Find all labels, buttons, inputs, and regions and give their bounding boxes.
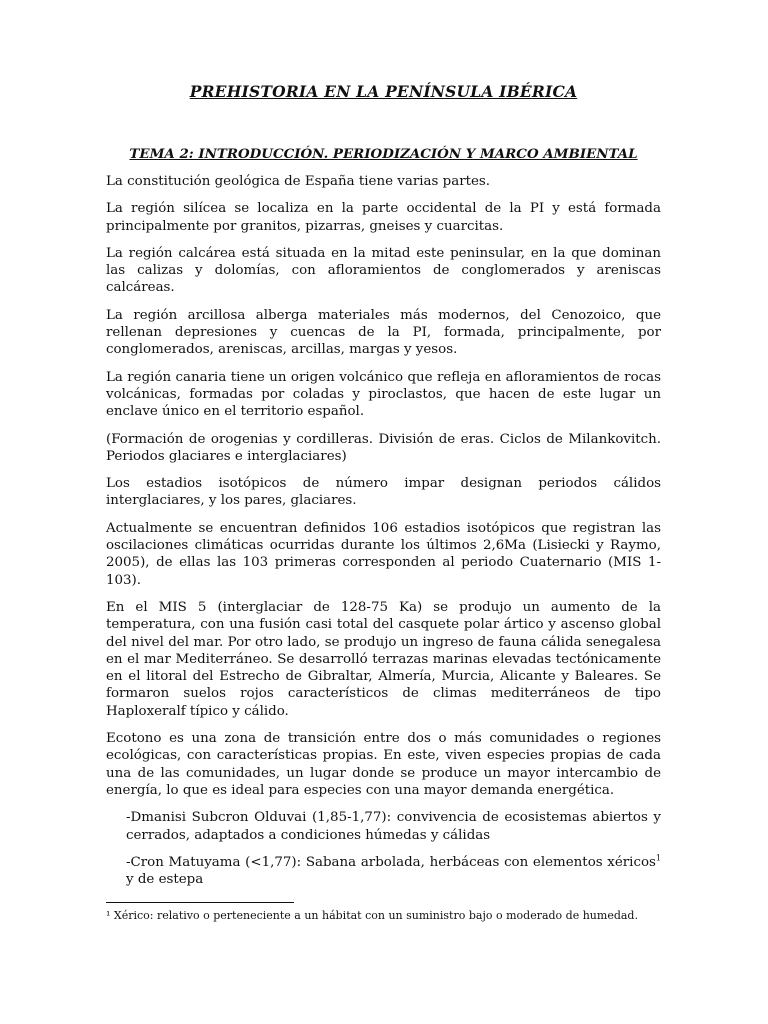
paragraph-region-calcarea: La región calcárea está situada en la mitad este peninsular, en la que dominan las calizas y dolomías, con afloramientos de conglomerados y areniscas calcáreas. xyxy=(106,245,661,296)
paragraph-geologia: La constitución geológica de España tiene varias partes. xyxy=(106,174,491,189)
section-title: TEMA 2: INTRODUCCIÓN. PERIODIZACIÓN Y MARCO AMBIENTAL xyxy=(129,146,638,162)
paragraph-estadios-isotopicos: Los estadios isotópicos de número impar designan periodos cálidos interglaciares, y los pares, glaciares. xyxy=(106,476,661,509)
paragraph-mis5: En el MIS 5 (interglaciar de 128-75 Ka) se produjo un aumento de la temperatura, con una fusión casi total del casquete polar ártico y ascenso global del nivel del mar. Por otro lado, se produjo un ingreso de fauna cálida senegalesa en el mar Mediterráneo. Se desarrolló terrazas marinas elevadas tectónicamente en el litoral del Estrecho de Gibraltar, Almería, Murcia, Alicante y Baleares. Se formaron suelos rojos característicos de climas mediterráneos de tipo Haploxeralf típico y cálido. xyxy=(106,599,661,719)
list-item-dmanisi: -Dmanisi Subcron Olduvai (1,85-1,77): convivencia de ecosistemas abiertos y cerrados, adaptados a condiciones húmedas y cálidas xyxy=(126,810,661,843)
list-item-matuyama-tail: y de estepa xyxy=(126,872,204,888)
paragraph-region-silicea: La región silícea se localiza en la parte occidental de la PI y está formada principalmente por granitos, pizarras, gneises y cuarcitas. xyxy=(106,201,661,234)
footnote-reference[interactable]: 1 xyxy=(655,853,661,863)
paragraph-region-canaria: La región canaria tiene un origen volcánico que refleja en afloramientos de rocas volcánicas, formadas por coladas y piroclastos, que hacen de este lugar un enclave único en el territorio español. xyxy=(106,369,661,420)
document-title: PREHISTORIA EN LA PENÍNSULA IBÉRICA xyxy=(189,82,578,101)
document-body xyxy=(106,173,661,898)
list-item-matuyama xyxy=(126,854,661,889)
paragraph-estadios-definidos: Actualmente se encuentran definidos 106 estadios isotópicos que registran las oscilaciones climáticas ocurridas durante los últimos 2,6Ma (Lisiecki y Raymo, 2005), de ellas las 103 primeras corresponden al periodo Cuaternario (MIS 1-103). xyxy=(106,520,661,588)
paragraph-orogenias: (Formación de orogenias y cordilleras. División de eras. Ciclos de Milankovitch. Periodos glaciares e interglaciares) xyxy=(106,431,661,464)
footnote-divider xyxy=(106,902,294,903)
footnote-text: ¹ Xérico: relativo o perteneciente a un hábitat con un suministro bajo o moderado de humedad. xyxy=(106,909,638,922)
paragraph-region-arcillosa: La región arcillosa alberga materiales más modernos, del Cenozoico, que rellenan depresiones y cuencas de la PI, formada, principalmente, por conglomerados, areniscas, arcillas, margas y yesos. xyxy=(106,307,661,358)
paragraph-ecotono: Ecotono es una zona de transición entre dos o más comunidades o regiones ecológicas, con características propias. En este, viven especies propias de cada una de las comunidades, un lugar donde se produce un mayor intercambio de energía, lo que es ideal para especies con una mayor demanda energética. xyxy=(106,731,661,798)
list-item-matuyama-text: -Cron Matuyama (<1,77): Sabana arbolada, herbáceas con elementos xéricos xyxy=(126,854,656,870)
